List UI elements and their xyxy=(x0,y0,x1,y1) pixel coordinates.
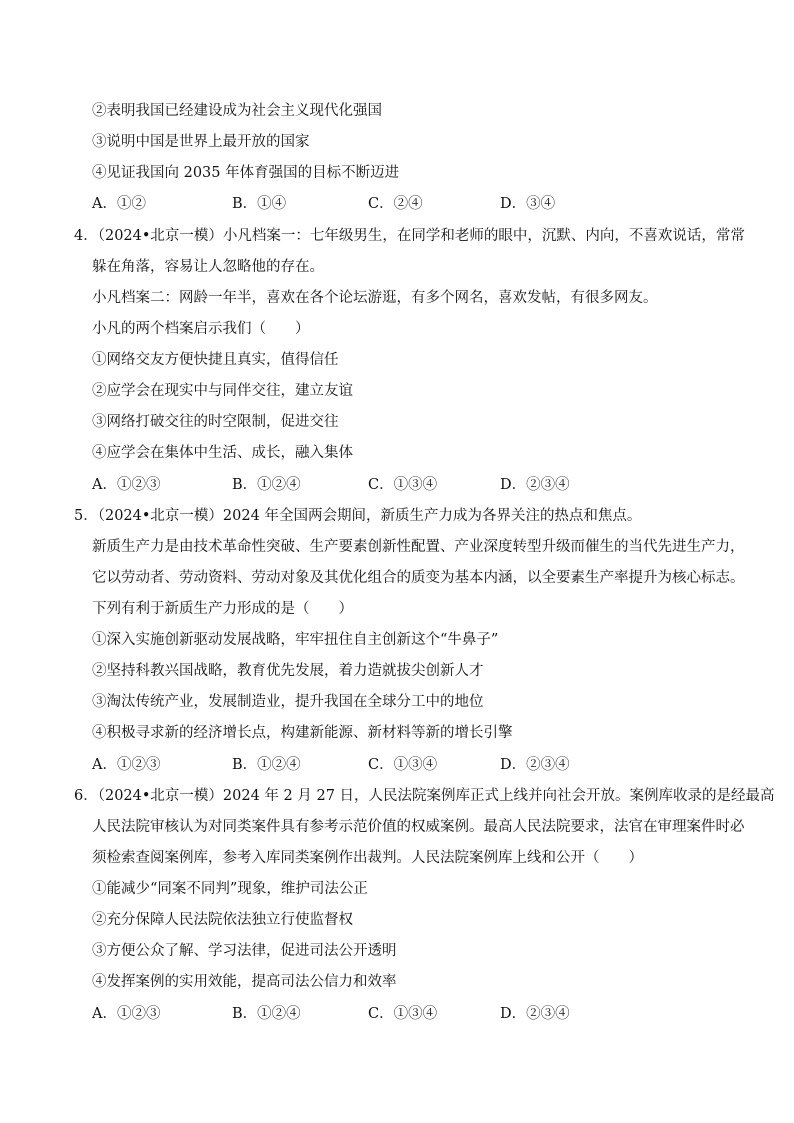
q4-item-3: ③网络打破交往的时空限制，促进交往 xyxy=(92,414,339,430)
q4-item-2: ②应学会在现实中与同伴交往，建立友谊 xyxy=(92,383,353,399)
q6-stem-line-3: 须检索查阅案例库，参考入库同类案例作出裁判。人民法院案例库上线和公开（ ） xyxy=(92,850,643,866)
q5-option-d: D．②③④ xyxy=(500,757,570,773)
q3-item-3: ③说明中国是世界上最开放的国家 xyxy=(92,134,310,150)
q6-stem-line-1: 6．（2024•北京一模）2024 年 2 月 27 日，人民法院案例库正式上线并向社会开放。案例库收录的是经最高 xyxy=(74,788,775,804)
q4-options xyxy=(92,475,712,495)
q3-option-a: A．①② xyxy=(92,196,146,212)
q5-stem-line-2: 新质生产力是由技术革命性突破、生产要素创新性配置、产业深度转型升级而催生的当代先进生产力， xyxy=(92,539,745,555)
q6-stem-line-2: 人民法院审核认为对同类案件具有参考示范价值的权威案例。最高人民法院要求，法官在审理案件时必 xyxy=(92,819,745,835)
q6-option-b: B．①②④ xyxy=(232,1006,301,1022)
q4-option-b: B．①②④ xyxy=(232,477,301,493)
q3-option-c: C．②④ xyxy=(368,196,423,212)
q3-options xyxy=(92,194,712,214)
q4-option-d: D．②③④ xyxy=(500,477,570,493)
q5-item-1: ①深入实施创新驱动发展战略，牢牢扭住自主创新这个“牛鼻子” xyxy=(92,632,499,648)
q4-option-c: C．①③④ xyxy=(368,477,438,493)
q5-stem-line-3: 它以劳动者、劳动资料、劳动对象及其优化组合的质变为基本内涵，以全要素生产率提升为核心标志。 xyxy=(92,570,745,586)
q6-item-4: ④发挥案例的实用效能，提高司法公信力和效率 xyxy=(92,974,397,990)
q5-item-2: ②坚持科教兴国战略，教育优先发展，着力造就拔尖创新人才 xyxy=(92,663,484,679)
q6-item-3: ③方便公众了解、学习法律，促进司法公开透明 xyxy=(92,943,397,959)
q6-item-1: ①能减少“同案不同判”现象，维护司法公正 xyxy=(92,881,368,897)
q6-option-c: C．①③④ xyxy=(368,1006,438,1022)
q4-question: 小凡的两个档案启示我们（ ） xyxy=(92,321,310,337)
q3-option-d: D．③④ xyxy=(500,196,556,212)
q4-stem-line-2: 躲在角落，容易让人忽略他的存在。 xyxy=(92,259,324,275)
q5-options xyxy=(92,755,712,775)
q4-item-1: ①网络交友方便快捷且真实，值得信任 xyxy=(92,352,339,368)
q6-option-a: A．①②③ xyxy=(92,1006,161,1022)
q5-option-a: A．①②③ xyxy=(92,757,161,773)
q5-stem-line-1: 5．（2024•北京一模）2024 年全国两会期间，新质生产力成为各界关注的热点和焦点。 xyxy=(74,508,642,524)
q4-item-4: ④应学会在集体中生活、成长，融入集体 xyxy=(92,445,353,461)
q4-option-a: A．①②③ xyxy=(92,477,161,493)
q4-stem-line-1: 4．（2024•北京一模）小凡档案一：七年级男生，在同学和老师的眼中，沉默、内向，不喜欢说话，常常 xyxy=(74,228,745,244)
q6-option-d: D．②③④ xyxy=(500,1006,570,1022)
q3-option-b: B．①④ xyxy=(232,196,287,212)
q3-item-2: ②表明我国已经建设成为社会主义现代化强国 xyxy=(92,103,382,119)
q5-option-b: B．①②④ xyxy=(232,757,301,773)
q5-option-c: C．①③④ xyxy=(368,757,438,773)
q5-item-4: ④积极寻求新的经济增长点，构建新能源、新材料等新的增长引擎 xyxy=(92,725,513,741)
q5-item-3: ③淘汰传统产业，发展制造业，提升我国在全球分工中的地位 xyxy=(92,694,484,710)
q3-item-4: ④见证我国向 2035 年体育强国的目标不断迈进 xyxy=(92,165,400,181)
q6-item-2: ②充分保障人民法院依法独立行使监督权 xyxy=(92,912,353,928)
q4-stem-line-3: 小凡档案二：网龄一年半，喜欢在各个论坛游逛，有多个网名，喜欢发帖，有很多网友。 xyxy=(92,290,658,306)
q5-question: 下列有利于新质生产力形成的是（ ） xyxy=(92,601,353,617)
q6-options xyxy=(92,1004,712,1024)
